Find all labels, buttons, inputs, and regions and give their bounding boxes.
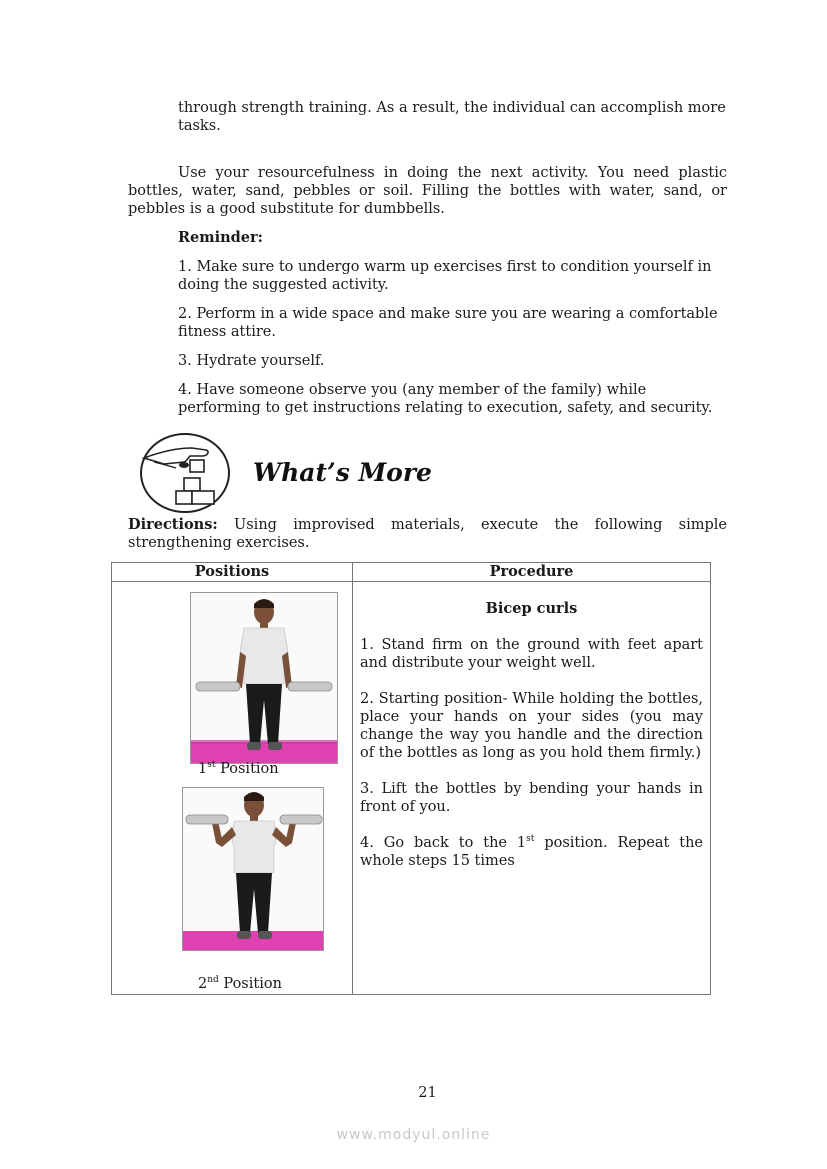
reminder-item-2: 2. Perform in a wide space and make sure you are wearing a comfortable fitness attire. (178, 306, 718, 340)
position-1-caption: 1st Position (198, 760, 279, 777)
directions-label: Directions: (128, 516, 218, 533)
position-2-caption: 2nd Position (198, 975, 282, 992)
reminder-heading: Reminder: (178, 229, 264, 246)
reminder-item-4: 4. Have someone observe you (any member of the family) while performing to get instructions relating to execution, safety, and security. (178, 382, 713, 416)
positions-cell (112, 582, 353, 995)
procedure-step-1: 1. Stand firm on the ground with feet apart and distribute your weight well. (360, 637, 703, 671)
reminder-item-3: 3. Hydrate yourself. (178, 353, 325, 369)
directions (128, 516, 727, 552)
table-header-row (112, 563, 711, 582)
watermark: www.modyul.online (336, 1127, 491, 1143)
procedure-step-4: 4. Go back to the 1st position. Repeat the whole steps 15 times (360, 834, 704, 869)
procedure-step-2: 2. Starting position- While holding the bottles, place your hands on your sides (you may change the way you handle and the direction of the bottles as long as you hold them firmly.) (360, 691, 703, 761)
table-row (112, 582, 711, 995)
exercise-table (111, 562, 711, 995)
exercise-title: Bicep curls (485, 600, 578, 617)
position-2-photo (182, 787, 324, 951)
header-positions: Positions (112, 563, 353, 582)
intro-line-1: through strength training. As a result, the individual can accomplish more (178, 100, 726, 116)
page-number: 21 (418, 1085, 437, 1101)
procedure-step-3: 3. Lift the bottles by bending your hands in front of you. (360, 781, 703, 815)
header-procedure: Procedure (353, 563, 711, 582)
intro-line-2: tasks. (178, 118, 221, 134)
section-title: What’s More (253, 458, 432, 487)
hand-stacking-blocks-icon (140, 432, 232, 514)
procedure-cell (353, 582, 711, 995)
position-1-photo (190, 592, 338, 764)
resource-paragraph: Use your resourcefulness in doing the next activity. You need plastic bottles, water, sand, pebbles or soil. Filling the bottles with water, sand, or pebbles is a good substitute for dumbbells. (128, 165, 727, 217)
directions-text: Using improvised materials, execute the following simple strengthening exercises. (128, 517, 727, 551)
reminder-item-1: 1. Make sure to undergo warm up exercises first to condition yourself in doing the suggested activity. (178, 259, 712, 293)
